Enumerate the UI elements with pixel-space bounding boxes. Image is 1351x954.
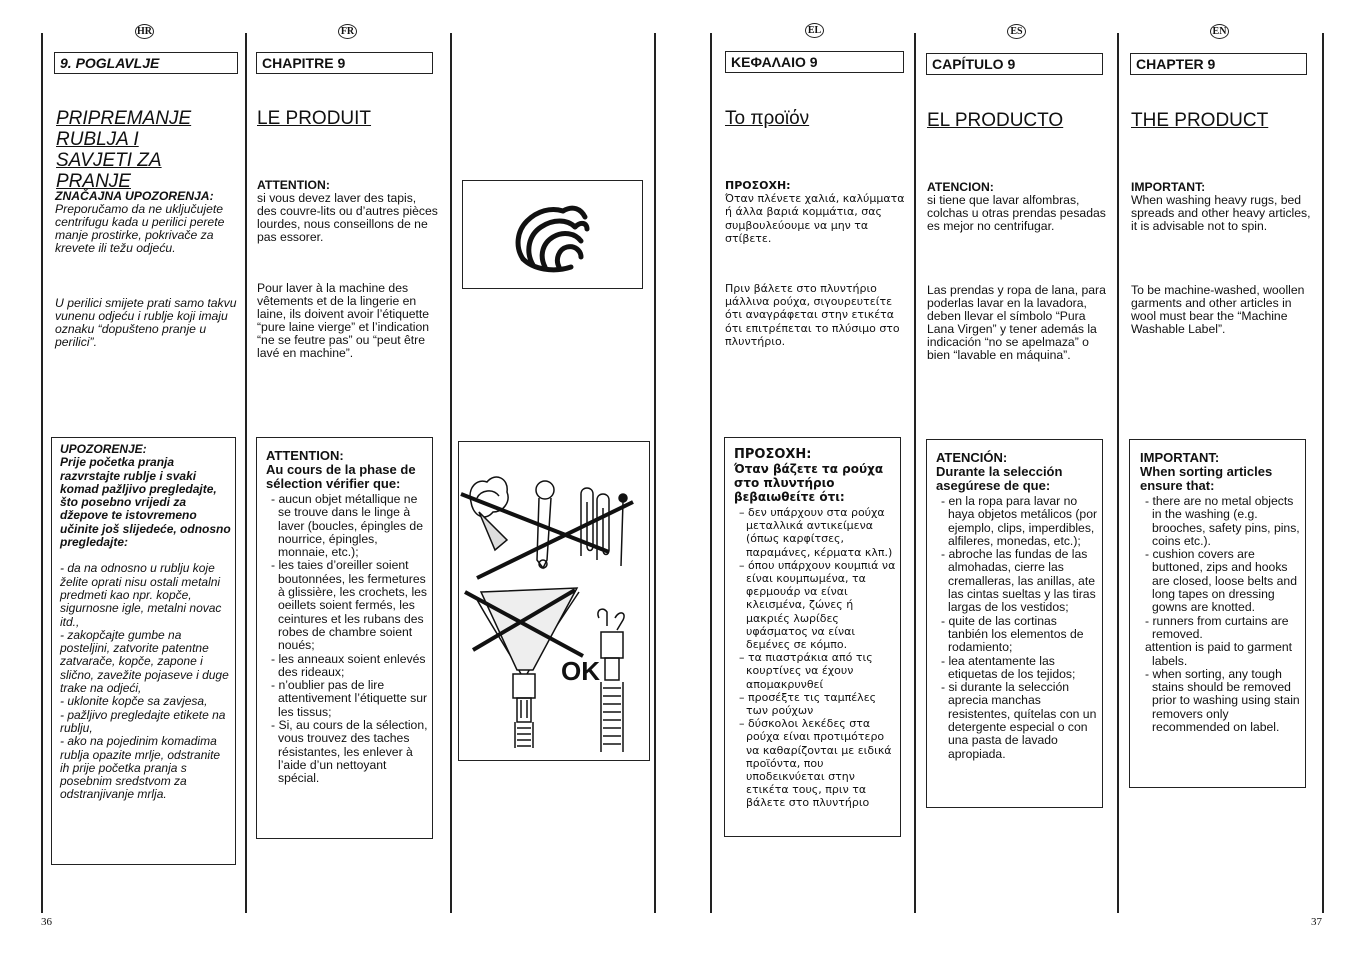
brooch-icon [470, 477, 508, 550]
sorting-box-es-content: ATENCIÓN: Durante la selección asegúrese de que: - en la ropa para lavar no haya objetos metálicos (por ejemplo, clips, imperdibles, alfileres, monedas, etc.); - abroche las fundas de las almohadas, cierre las cremalleras, las anillas, ate las cintas sueltas y las tiras largas de los vestidos; - quite de las cortinas tanbién los elementos de rodamiento; - lea atentamente las etiquetas de los tejidos; - si durante la selección aprecia manchas resistentes, quítelas con un detergente especial o con una pasta de lavado apropiada. [936, 450, 1098, 761]
closed-zipper-icon [598, 609, 624, 752]
wool-note-en: To be machine-washed, woollen garments and other articles in wool must bear the “Machine Washable Label”. [1131, 283, 1305, 337]
list-item: - quite de las cortinas tanbién los elementos de rodamiento; [941, 613, 1084, 655]
list-item: - si durante la selección aprecia manchas resistentes, quítelas con un detergente especial o con una pasta de lavado apropiada. [941, 680, 1097, 761]
column-divider [914, 33, 916, 913]
page-number-left: 36 [41, 916, 52, 928]
warning-hr: ZNAČAJNA UPOZORENJA: Preporučamo da ne uključujete centrifugu kada u perilici perete manje prostirke, pokrivače za krevete ili težu odjeću. [55, 189, 225, 256]
list-item: – δύσκολοι λεκέδες στα ρούχα είναι προτιμότερο να καθαρίζονται με ειδικά προϊόντα, που υποδεικνύεται στην ετικέτα τους, πριν τα βάλετε στο πλυντήριο [739, 717, 892, 810]
warning-en: IMPORTANT: When washing heavy rugs, bed spreads and other heavy articles, it is advisable not to spin. [1131, 180, 1311, 234]
list-item: - pažljivo pregledajte etikete na rublju, [60, 707, 226, 735]
chapter-heading-el: ΚΕΦΑΛΑΙΟ 9 [725, 51, 904, 73]
list-item: - abroche las fundas de las almohadas, cierre las cremalleras, las anillas, ate las cintas sueltas y las tiras largas de los vestidos; [941, 547, 1096, 615]
language-badge-el: EL [805, 23, 824, 38]
sorting-box-hr-content: UPOZORENJE: Prije početka pranja razvrstajte rublje i svaki komad pažljivo pregledajte, što posebno vrijedi za džepove te istovremeno učinite još slijedeće, odnosno pregledajte: - da na odnosno u rublju koje želite oprati nisu ostali metalni predmeti kao npr. kopče, sigurnosne igle, metalni novac itd., - zakopčajte gumbe na posteljini, zatvorite patentne zatvarače, kopče, zapone i slično, zavežite pojaseve i duge trake na odjeći, - uklonite kopče sa zavjesa, - pažljivo pregledajte etikete na rublju, - ako na pojedinim komadima rublja opazite mrlje, odstranite ih prije početka pranja s posebnim sredstvom za odstranjivanje mrlja. [60, 442, 231, 802]
wool-note-fr: Pour laver à la machine des vêtements et de la lingerie en laine, ils doivent avoir l’étiquette “pure laine vierge” et l’indication “ne se feutre pas” ou “peut être lavé en machine”. [257, 281, 430, 361]
list-item: – δεν υπάρχουν στα ρούχα μεταλλικά αντικείμενα (όπως καρφίτσες, παραμάνες, κέρματα κλπ.) [739, 506, 893, 559]
column-divider [1322, 33, 1324, 913]
list-item: attention is paid to garment labels. [1145, 640, 1293, 668]
page-number-right: 37 [1311, 916, 1322, 928]
wool-symbol-frame [462, 180, 643, 289]
section-title-hr: PRIPREMANJE RUBLJA I SAVJETI ZA PRANJE [56, 108, 192, 192]
list-item: - les anneaux soient enlevés des rideaux; [271, 651, 426, 679]
list-item: - da na odnosno u rublju koje želite oprati nisu ostali metalni predmeti kao npr. kopče, sigurnosne igle, metalni novac itd., [60, 561, 222, 629]
sorting-box-en-content: IMPORTANT: When sorting articles ensure that: - there are no metal objects in the washing (e.g. brooches, safety pins, pins, coins etc.). - cushion covers are buttoned, zips and hooks are closed, loose belts and long tapes on dressing gowns are knotted. - runners from curtains are removed. attention is paid to garment labels. - when sorting, any tough stains should be removed prior to washing using stain removers only recommended on label. [1140, 451, 1303, 734]
warning-el: ΠΡΟΣΟΧΗ: Όταν πλένετε χαλιά, καλύμματα ή άλλα βαριά κομμάτια, σας συμβουλεύουμε να μην τα στίβετε. [725, 179, 905, 245]
section-title-fr: LE PRODUIT [257, 108, 372, 129]
column-divider [245, 33, 247, 913]
list-item: - les taies d’oreiller soient boutonnées, les fermetures à glissière, les crochets, les oeillets soient fermés, les ceintures et les rubans des robes de chambre soient noués; [271, 558, 428, 653]
language-badge-hr: HR [137, 26, 152, 37]
sorting-box-fr-content: ATTENTION: Au cours de la phase de sélection vérifier que: - aucun objet métallique ne se trouve dans le linge à laver (boucles, épingles de nourrice, épingles, monnaie, etc.); - les taies d’oreiller soient boutonnées, les fermetures à glissière, les crochets, les oeillets soient fermés, les ceintures et les rubans des robes de chambre soient noués; - les anneaux soient enlevés des rideaux; - n’oublier pas de lire attentivement l’étiquette sur les tissus; - Si, au cours de la sélection, vous trouvez des taches résistantes, les enlever à l’aide d’un nettoyant spécial. [266, 448, 428, 786]
wool-note-el: Πριν βάλετε στο πλυντήριο μάλλινα ρούχα, σιγουρευτείτε ότι αναγράφεται στην ετικέτα ότι επιτρέπεται το πλύσιμο στο πλυντήριο. [725, 282, 900, 348]
language-badge-en: EN [1210, 24, 1229, 39]
wool-ball-icon [463, 181, 642, 288]
section-title-es: EL PRODUCTO [927, 110, 1064, 131]
chapter-heading-en: CHAPTER 9 [1130, 53, 1307, 75]
list-item: - en la ropa para lavar no haya objetos metálicos (por ejemplo, clips, imperdibles, alfileres, monedas, etc.); [941, 494, 1098, 548]
sorting-box-el-content: ΠΡΟΣΟΧΗ: Όταν βάζετε τα ρούχα στο πλυντήριο βεβαιωθείτε ότι: – δεν υπάρχουν στα ρούχα μεταλλικά αντικείμενα (όπως καρφίτσες, παραμάνες, κέρματα κλπ.) – όπου υπάρχουν κουμπιά να είναι κουμπωμένα, τα φερμουάρ να είναι κλεισμένα, ζώνες ή μακριές λωρίδες υφάσματος να είναι δεμένες σε κόμπο. – τα πιαστράκια από τις κουρτίνες να έχουν απομακρυνθεί – προσέξτε τις ταμπέλες των ρούχων – δύσκολοι λεκέδες στα ρούχα είναι προτιμότερο να καθαρίζονται με ειδικά προϊόντα, που υποδεικνύεται στην ετικέτα τους, πριν τα βάλετε στο πλυντήριο [734, 447, 896, 810]
list-item: - there are no metal objects in the washing (e.g. brooches, safety pins, pins, coins etc.). [1145, 494, 1300, 548]
chapter-heading-fr: CHAPITRE 9 [256, 52, 433, 74]
language-badge-fr: FR [338, 24, 357, 39]
list-item: - n’oublier pas de lire attentivement l’étiquette sur les tissus; [271, 678, 428, 719]
chapter-heading-hr: 9. POGLAVLJE [54, 52, 238, 74]
warning-es: ATENCION: si tiene que lavar alfombras, colchas u otras prendas pesadas es mejor no centrifugar. [927, 180, 1106, 234]
column-divider [1117, 33, 1119, 913]
list-item: – τα πιαστράκια από τις κουρτίνες να έχουν απομακρυνθεί [739, 651, 873, 691]
sorting-illustration-frame [458, 441, 650, 761]
list-item: - zakopčajte gumbe na posteljini, zatvorite patentne zatvarače, kopče, zapone i slično, zavežite pojaseve i duge trake na odjeći, [60, 627, 229, 696]
list-item: - Si, au cours de la sélection, vous trouvez des taches résistantes, les enlever à l’aide d’un nettoyant spécial. [271, 718, 428, 786]
list-item: - lea atentamente las etiquetas de los tejidos; [941, 653, 1076, 681]
list-item: - runners from curtains are removed. [1145, 613, 1289, 641]
list-item: – προσέξτε τις ταμπέλες των ρούχων [739, 690, 877, 718]
language-badge-es: ES [1007, 24, 1026, 39]
list-item: - uklonite kopče sa zavjesa, [60, 694, 208, 709]
column-divider [41, 33, 43, 913]
column-divider [654, 33, 656, 913]
warning-fr: ATTENTION: si vous devez laver des tapis, des couvre-lits ou d’autres pièces lourdes, nous conseillons de ne pas essorer. [257, 178, 438, 245]
list-item: - when sorting, any tough stains should be removed prior to washing using stain removers only recommended on label. [1145, 666, 1300, 735]
column-divider [450, 33, 452, 913]
list-item: - ako na pojedinim komadima rublja opazite mrlje, odstranite ih prije početka pranja s posebnim sredstvom za odstranjivanje mrlja. [60, 734, 221, 802]
section-title-en: THE PRODUCT [1131, 110, 1269, 131]
wool-note-es: Las prendas y ropa de lana, para poderlas lavar en la lavadora, deben llevar el símbolo “Pura Lana Virgen” y tener además la indicación “no se apelmaza” o bien “lavable en máquina”. [927, 283, 1106, 363]
metal-objects-zipper-illustration [459, 442, 649, 760]
list-item: - aucun objet métallique ne se trouve dans le linge à laver (boucles, épingles de nourrice, épingles, monnaie, etc.); [271, 492, 423, 560]
column-divider [710, 33, 712, 913]
chapter-heading-es: CAPÍTULO 9 [926, 53, 1103, 75]
list-item: - cushion covers are buttoned, zips and hooks are closed, loose belts and long tapes on dressing gowns are knotted. [1145, 547, 1297, 615]
wool-note-hr: U perilici smijete prati samo takvu vunenu odjeću i rublje koji imaju oznaku “dopušteno pranje u perilici”. [55, 296, 237, 350]
section-title-el: Το προϊόν [725, 108, 810, 129]
ok-label: OK [561, 656, 600, 686]
list-item: – όπου υπάρχουν κουμπιά να είναι κουμπωμένα, τα φερμουάρ να είναι κλεισμένα, ζώνες ή μακριές λωρίδες υφάσματος να είναι δεμένες σε κόμπο. [739, 558, 896, 652]
